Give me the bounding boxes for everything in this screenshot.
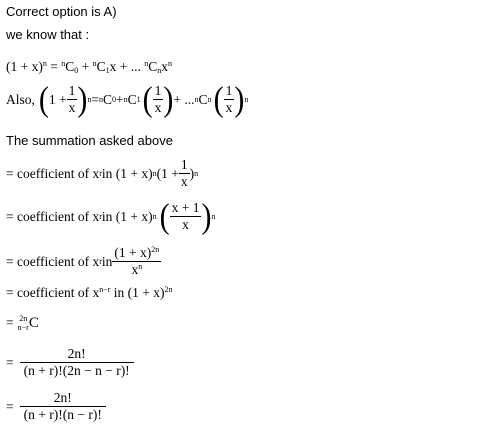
intro-line: we know that : — [6, 27, 90, 42]
step-4: = coefficient of $x^{n-r}$ in $(1 + x)^{2n}$ — [6, 285, 173, 300]
step-6: = $\frac{2n!}{(n + r)!(2n - n - r)!}$ — [6, 346, 134, 379]
fraction-1-over-x: $\frac{1}{x}$ — [68, 83, 76, 115]
step-7: = $\frac{2n!}{(n + r)!(n - r)!}$ — [6, 390, 106, 423]
step-3: = coefficient of x r in $\frac{(1 + x)^{2n}}{x^n}$ — [6, 245, 160, 277]
summation-heading: The summation asked above — [6, 133, 173, 148]
step-2: = coefficient of x r in (1 + x) n ( $\frac{x + 1}{x}$ ) n — [6, 196, 216, 235]
step-5: = 2n n−r C — [6, 314, 39, 332]
binomial-expansion: $(1 + x)^n = ^nC_0 + ^nC_1x$ + ... $^nC_nx^n$ — [6, 59, 173, 75]
answer-line: Correct option is A) — [6, 4, 117, 19]
step-1: = coefficient of x r in (1 + x) n (1 + $\frac{1}{x}$ ) n — [6, 157, 199, 189]
reciprocal-expansion: Also, ( 1 + $\frac{1}{x}$ ) n = n C 0 + n C 1 ( $\frac{1}{x}$ ) + ... n C n ( $\frac{1}{x}$ ) n — [6, 79, 249, 118]
